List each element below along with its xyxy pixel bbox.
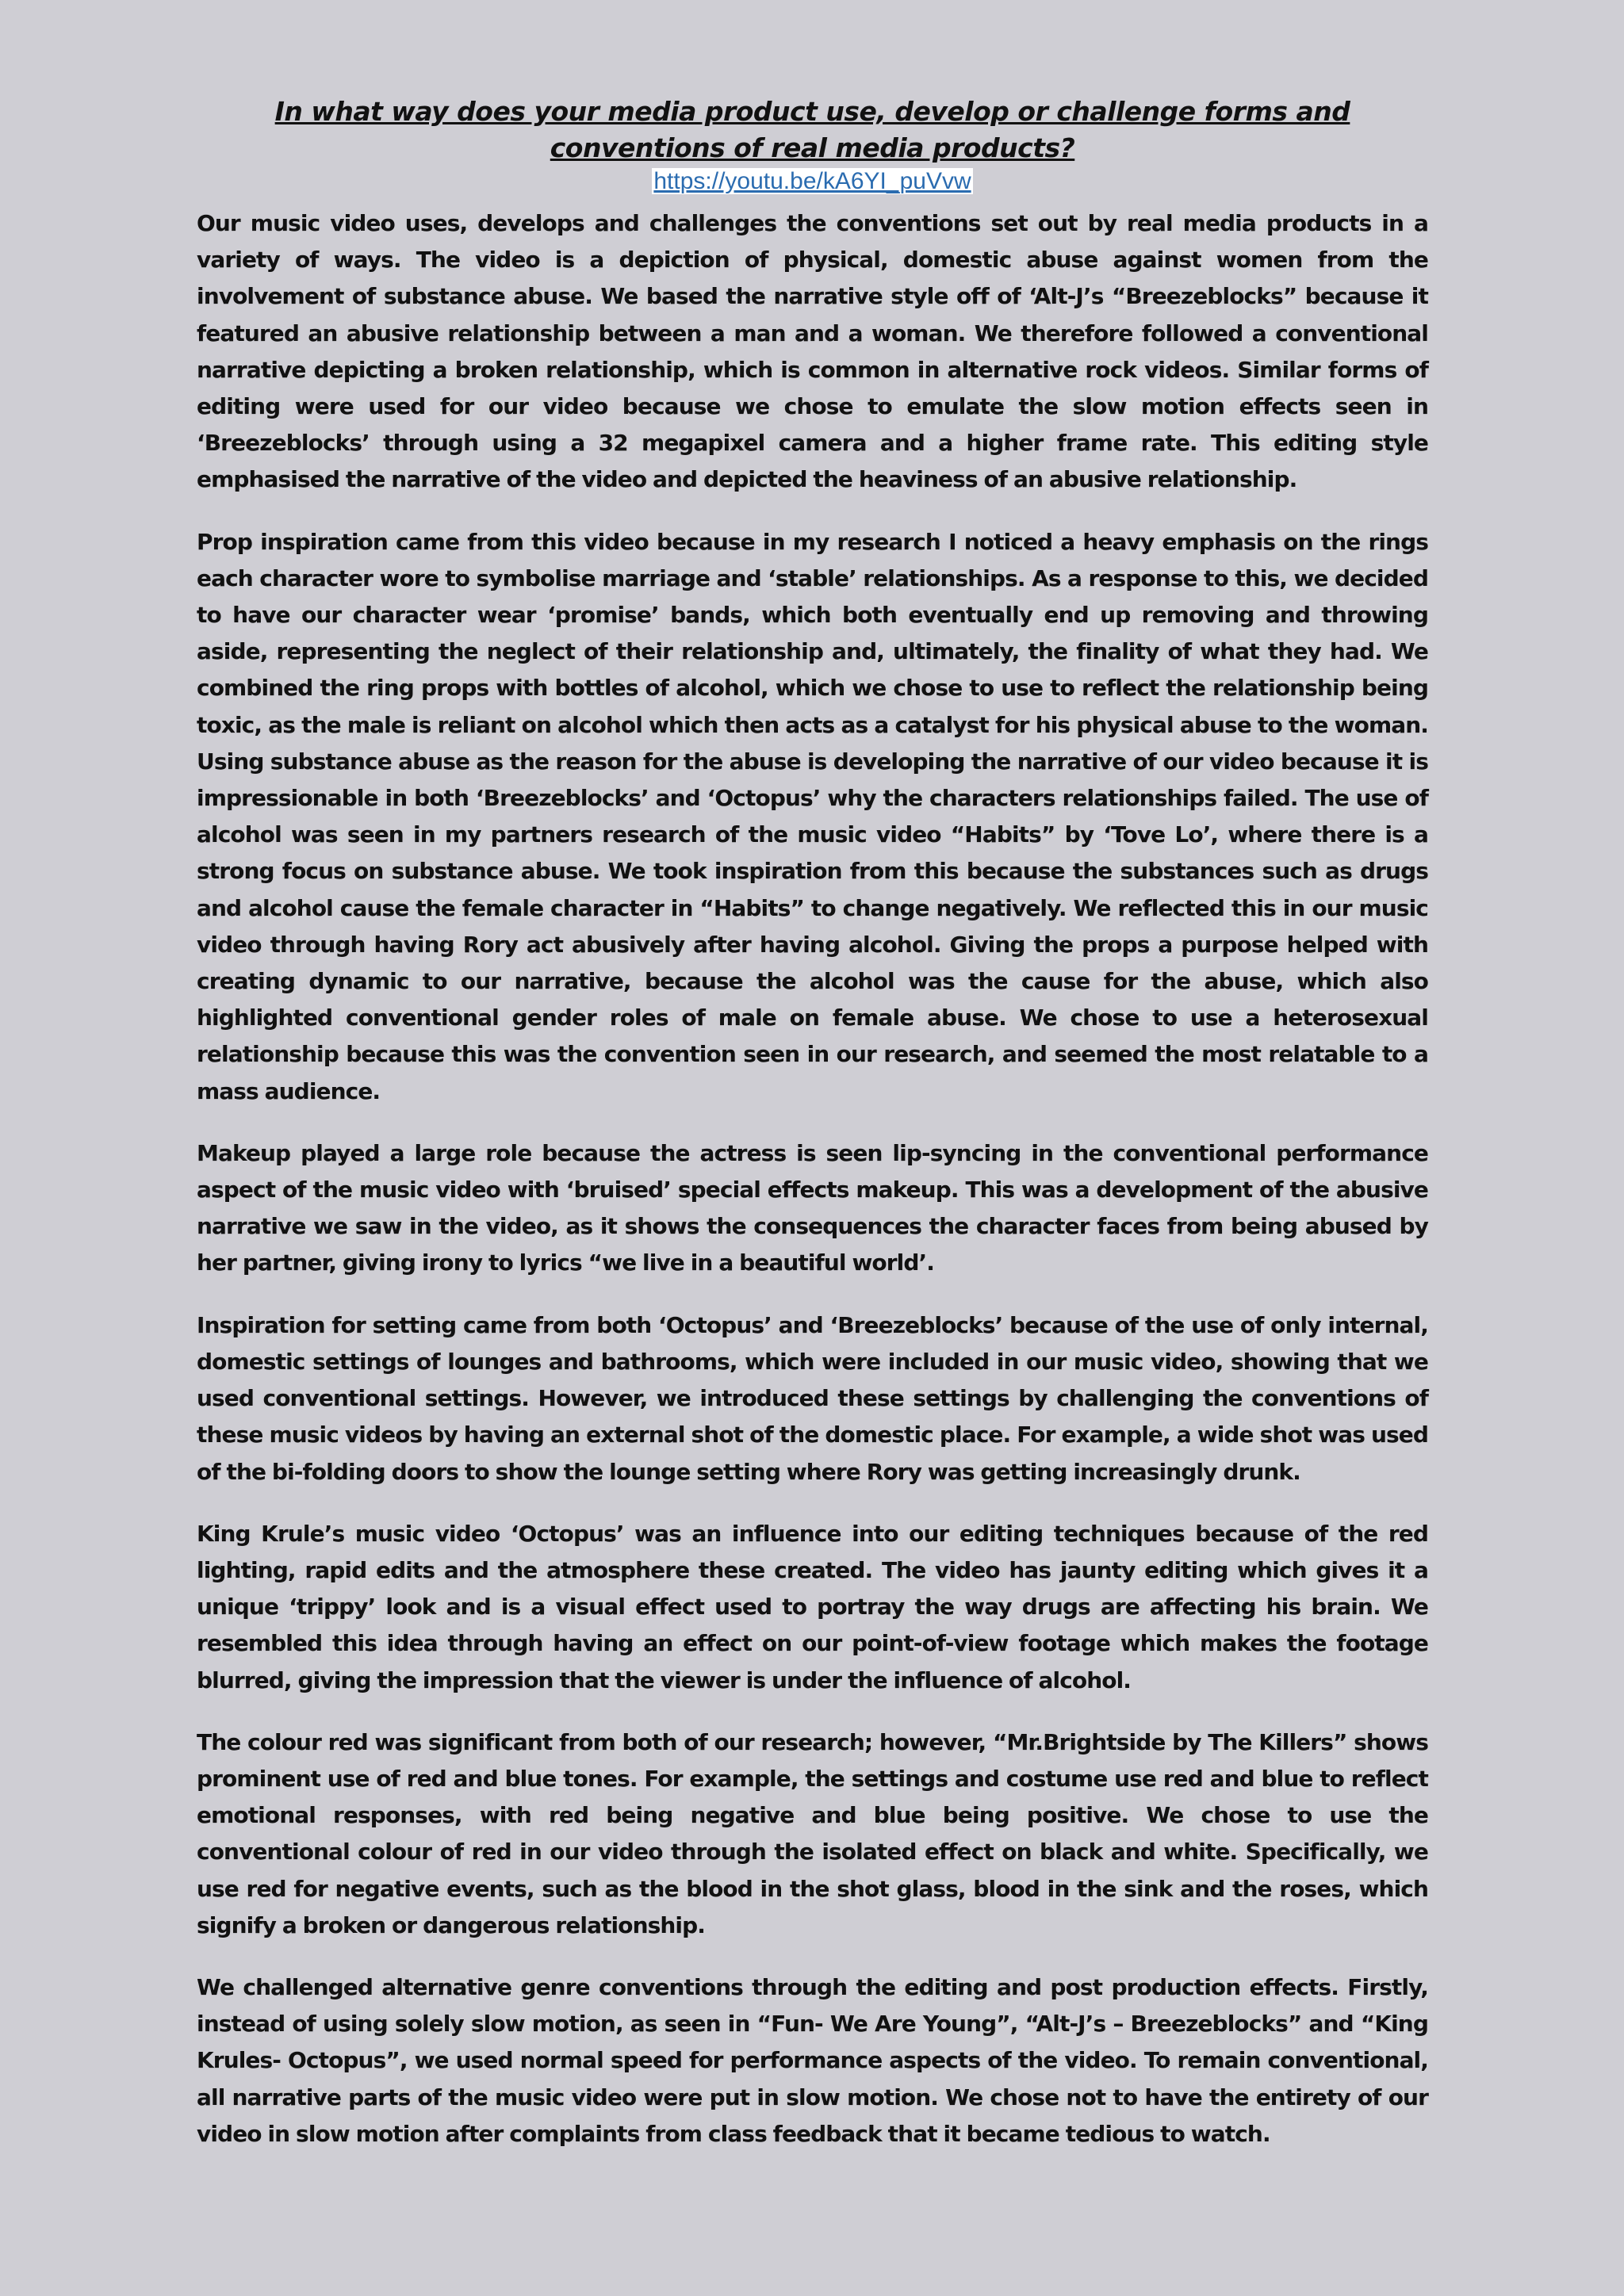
paragraph-props: Prop inspiration came from this video because in my research I noticed a heavy emphasis on the rings each character wore to symbolise marriage and ‘stable’ relationships. As a response to this, we decided to have our character wear ‘promise’ bands, which both eventually end up removing and throwing aside, representing the neglect of their relationship and, ultimately, the finality of what they had. We combined the ring props with bottles of alcohol, which we chose to use to reflect the relationship being toxic, as the male is reliant on alcohol which then acts as a catalyst for his physical abuse to the woman. Using substance abuse as the reason for the abuse is developing the narrative of our video because it is impressionable in both ‘Breezeblocks’ and ‘Octopus’ why the characters relationships failed. The use of alcohol was seen in my partners research of the music video “Habits” by ‘Tove Lo’, where there is a strong focus on substance abuse. We took inspiration from this because the substances such as drugs and alcohol cause the female character in “Habits” to change negatively. We reflected this in our music video through having Rory act abusively after having alcohol. Giving the props a purpose helped with creating dynamic to our narrative, because the alcohol was the cause for the abuse, which also highlighted conventional gender roles of male on female abuse. We chose to use a heterosexual relationship because this was the convention seen in our research, and seemed the most relatable to a mass audience. bbox=[197, 528, 1428, 1104]
document-page bbox=[197, 94, 1428, 2178]
paragraph-narrative: Our music video uses, develops and challenges the conventions set out by real media products in a variety of ways. The video is a depiction of physical, domestic abuse against women from the involvement of substance abuse. We based the narrative style off of ‘Alt-J’s “Breezeblocks” because it featured an abusive relationship between a man and a woman. We therefore followed a conventional narrative depicting a broken relationship, which is common in alternative rock videos. Similar forms of editing were used for our video because we chose to emulate the slow motion effects seen in ‘Breezeblocks’ through using a 32 megapixel camera and a higher frame rate. This editing style emphasised the narrative of the video and depicted the heaviness of an abusive relationship. bbox=[197, 210, 1428, 493]
link-row bbox=[197, 166, 1428, 201]
paragraph-colour: The colour red was significant from both of our research; however, “Mr.Brightside by The Killers” shows prominent use of red and blue tones. For example, the settings and costume use red and blue to reflect emotional responses, with red being negative and blue being positive. We chose to use the conventional colour of red in our video through the isolated effect on black and white. Specifically, we use red for negative events, such as the blood in the shot glass, blood in the sink and the roses, which signify a broken or dangerous relationship. bbox=[197, 1728, 1428, 1938]
paragraph-setting: Inspiration for setting came from both ‘Octopus’ and ‘Breezeblocks’ because of the use of only internal, domestic settings of lounges and bathrooms, which were included in our music video, showing that we used conventional settings. However, we introduced these settings by challenging the conventions of these music videos by having an external shot of the domestic place. For example, a wide shot was used of the bi-folding doors to show the lounge setting where Rory was getting increasingly drunk. bbox=[197, 1311, 1428, 1485]
document-title: In what way does your media product use, develop or challenge forms and conventions of real media products? bbox=[274, 96, 1350, 163]
paragraph-editing: King Krule’s music video ‘Octopus’ was an influence into our editing techniques because of the red lighting, rapid edits and the atmosphere these created. The video has jaunty editing which gives it a unique ‘trippy’ look and is a visual effect used to portray the way drugs are affecting his brain. We resembled this idea through having an effect on our point-of-view footage which makes the footage blurred, giving the impression that the viewer is under the influence of alcohol. bbox=[197, 1520, 1428, 1693]
paragraph-makeup: Makeup played a large role because the actress is seen lip-syncing in the conventional performance aspect of the music video with ‘bruised’ special effects makeup. This was a development of the abusive narrative we saw in the video, as it shows the consequences the character faces from being abused by her partner, giving irony to lyrics “we live in a beautiful world’. bbox=[197, 1139, 1428, 1276]
paragraph-challenge: We challenged alternative genre conventions through the editing and post production effects. Firstly, instead of using solely slow motion, as seen in “Fun- We Are Young”, “Alt-J’s – Breezeblocks” and “King Krules- Octopus”, we used normal speed for performance aspects of the video. To remain conventional, all narrative parts of the music video were put in slow motion. We chose not to have the entirety of our video in slow motion after complaints from class feedback that it became tedious to watch. bbox=[197, 1973, 1428, 2147]
youtube-link[interactable]: https://youtu.be/kA6YI_puVvw bbox=[653, 168, 971, 194]
